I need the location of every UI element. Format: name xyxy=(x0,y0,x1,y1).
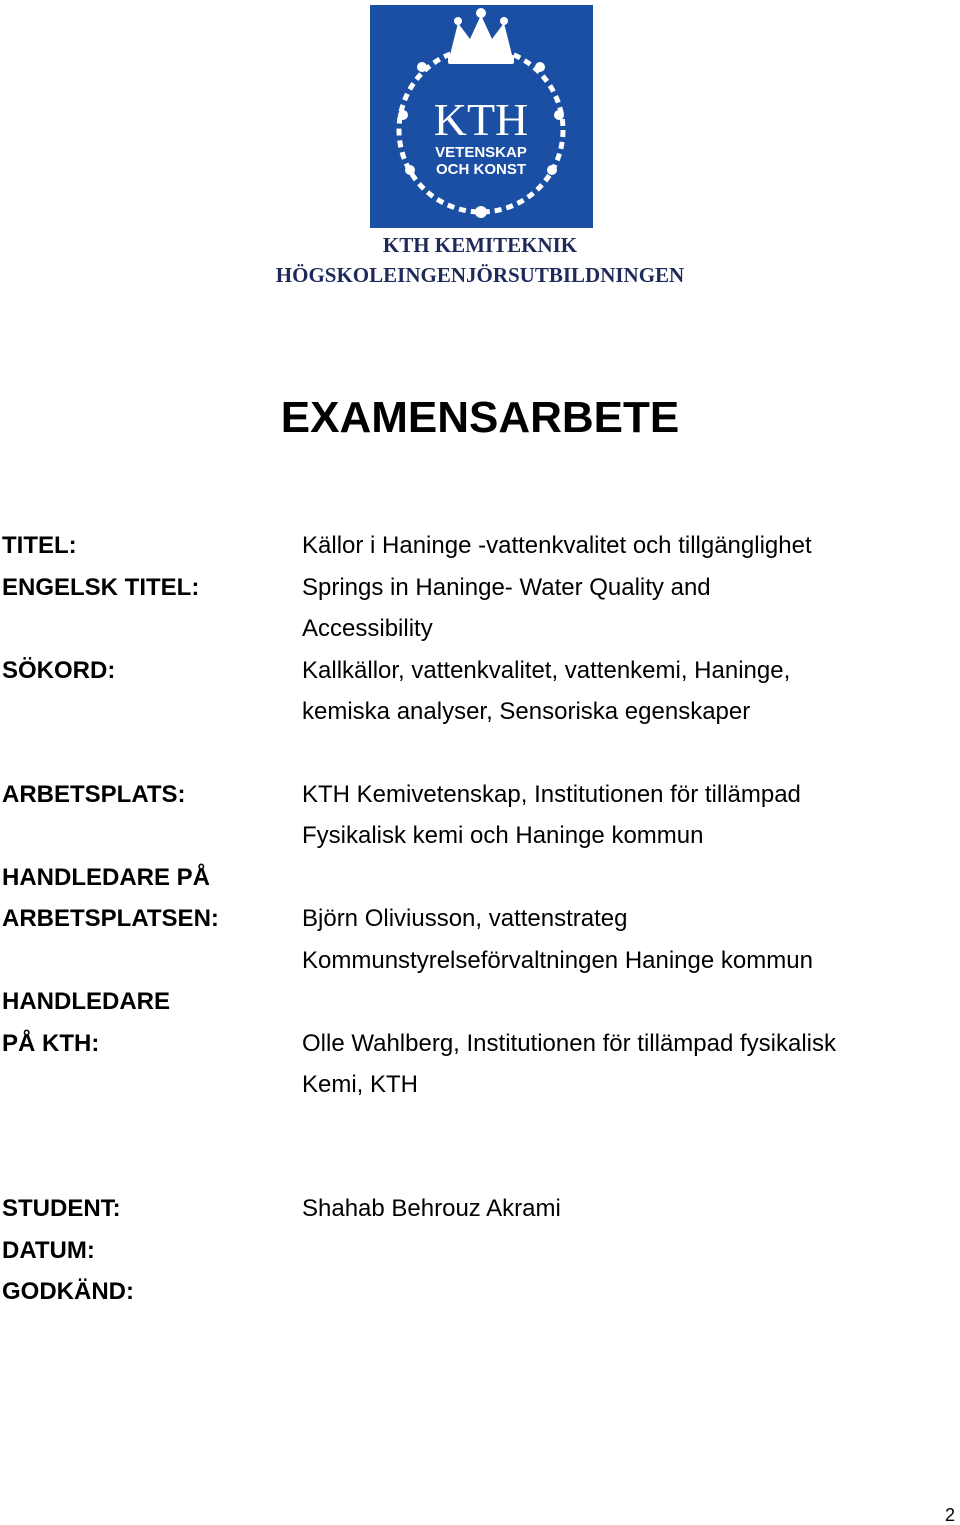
kth-logo xyxy=(370,5,593,228)
arbetsplats-value-line2: Fysikalisk kemi och Haninge kommun xyxy=(302,822,704,849)
sokord-value-line1: Kallkällor, vattenkvalitet, vattenkemi, Haninge, xyxy=(302,657,791,684)
handledare-arbetsplats-value-line1: Björn Oliviusson, vattenstrateg xyxy=(302,905,628,932)
datum-label: DATUM: xyxy=(2,1237,95,1264)
engelsk-titel-value-line2: Accessibility xyxy=(302,615,433,642)
sokord-label: SÖKORD: xyxy=(2,657,116,684)
student-label: STUDENT: xyxy=(2,1195,121,1222)
student-value: Shahab Behrouz Akrami xyxy=(302,1195,561,1222)
handledare-kth-label-line2: PÅ KTH: xyxy=(2,1030,100,1057)
engelsk-titel-label: ENGELSK TITEL: xyxy=(2,574,200,601)
handledare-kth-label-line1: HANDLEDARE xyxy=(2,988,170,1015)
department-name: KTH KEMITEKNIK xyxy=(382,233,578,257)
svg-text:KTH: KTH xyxy=(433,94,529,145)
program-name: HÖGSKOLEINGENJÖRSUTBILDNINGEN xyxy=(275,263,685,287)
handledare-arbetsplats-label-line1: HANDLEDARE PÅ xyxy=(2,864,211,891)
engelsk-titel-value-line1: Springs in Haninge- Water Quality and xyxy=(302,574,711,601)
handledare-kth-value-line2: Kemi, KTH xyxy=(302,1071,419,1098)
arbetsplats-value-line1: KTH Kemivetenskap, Institutionen för tillämpad xyxy=(302,781,801,808)
handledare-arbetsplats-value-line2: Kommunstyrelseförvaltningen Haninge kommun xyxy=(302,947,813,974)
svg-text:VETENSKAP: VETENSKAP xyxy=(435,144,527,161)
document-title: EXAMENSARBETE xyxy=(280,393,680,442)
svg-text:OCH KONST: OCH KONST xyxy=(436,161,526,178)
handledare-arbetsplats-label-line2: ARBETSPLATSEN: xyxy=(2,905,219,932)
sokord-value-line2: kemiska analyser, Sensoriska egenskaper xyxy=(302,698,751,725)
titel-value: Källor i Haninge -vattenkvalitet och tillgänglighet xyxy=(302,532,812,559)
page-number: 2 xyxy=(945,1505,956,1525)
handledare-kth-value-line1: Olle Wahlberg, Institutionen för tillämpad fysikalisk xyxy=(302,1030,836,1057)
titel-label: TITEL: xyxy=(2,532,77,559)
kth-seal-icon xyxy=(370,5,593,228)
arbetsplats-label: ARBETSPLATS: xyxy=(2,781,186,808)
godkand-label: GODKÄND: xyxy=(2,1278,134,1305)
